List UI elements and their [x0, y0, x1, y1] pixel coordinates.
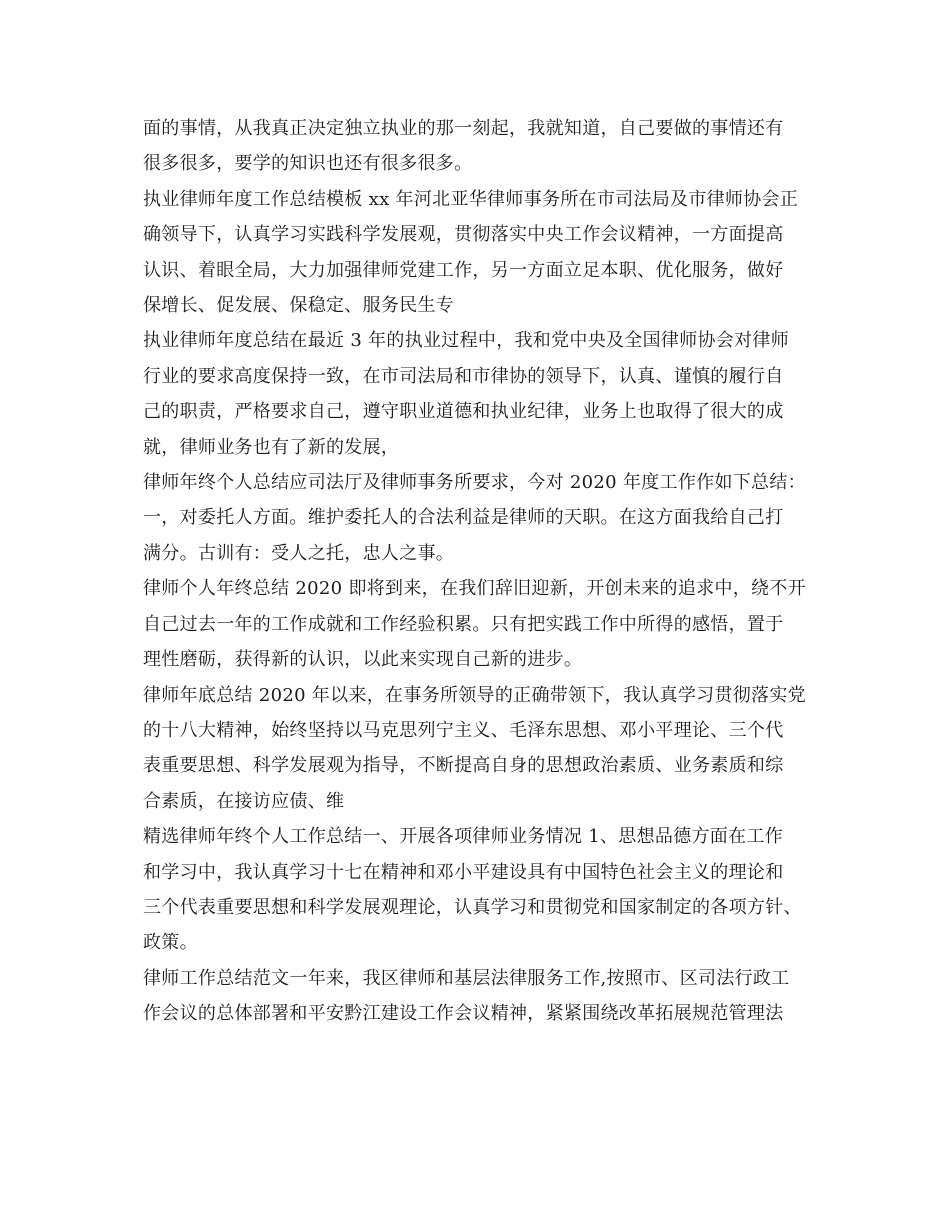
text-line: 律师年底总结 2020 年以来，在事务所领导的正确带领下，我认真学习贯彻落实党: [143, 684, 806, 706]
text-line: 就，律师业务也有了新的发展，: [143, 436, 400, 458]
text-line: 执业律师年度总结在最近 3 年的执业过程中，我和党中央及全国律师协会对律师: [143, 330, 789, 352]
text-line: 和学习中，我认真学习十七在精神和邓小平建设具有中国特色社会主义的理论和: [143, 861, 784, 883]
text-line: 行业的要求高度保持一致，在市司法局和市律协的领导下，认真、谨慎的履行自: [143, 365, 784, 387]
text-line: 一，对委托人方面。维护委托人的合法利益是律师的天职。在这方面我给自己打: [143, 507, 784, 529]
text-line: 确领导下，认真学习实践科学发展观，贯彻落实中央工作会议精神，一方面提高: [143, 224, 784, 246]
text-line: 保增长、促发展、保稳定、服务民生专: [143, 295, 455, 317]
text-line: 自己过去一年的工作成就和工作经验积累。只有把实践工作中所得的感悟，置于: [143, 613, 784, 635]
document-body: [143, 111, 811, 1032]
text-line: 理性磨砺，获得新的认识，以此来实现自己新的进步。: [143, 649, 583, 671]
text-line: 己的职责，严格要求自己，遵守职业道德和执业纪律，业务上也取得了很大的成: [143, 401, 784, 423]
text-line: 精选律师年终个人工作总结一、开展各项律师业务情况 1、思想品德方面在工作: [143, 826, 783, 848]
text-line: 的十八大精神，始终坚持以马克思列宁主义、毛泽东思想、邓小平理论、三个代: [143, 719, 784, 741]
text-line: 律师年终个人总结应司法厅及律师事务所要求，今对 2020 年度工作作如下总结：: [143, 472, 806, 494]
text-line: 执业律师年度工作总结模板 xx 年河北亚华律师事务所在市司法局及市律师协会正: [143, 188, 799, 210]
text-line: 作会议的总体部署和平安黔江建设工作会议精神，紧紧围绕改革拓展规范管理法: [143, 1003, 784, 1025]
text-line: 满分。古训有：受人之托，忠人之事。: [143, 542, 455, 564]
text-line: 合素质，在接访应债、维: [143, 790, 345, 812]
text-line: 三个代表重要思想和科学发展观理论，认真学习和贯彻党和国家制定的各项方针、: [143, 896, 802, 918]
text-line: 面的事情，从我真正决定独立执业的那一刻起，我就知道，自己要做的事情还有: [143, 118, 784, 139]
text-line: 表重要思想、科学发展观为指导，不断提高自身的思想政治素质、业务素质和综: [143, 755, 784, 777]
text-line: 很多很多，要学的知识也还有很多很多。: [143, 153, 473, 175]
text-line: 政策。: [143, 932, 198, 954]
text-line: 律师工作总结范文一年来，我区律师和基层法律服务工作,按照市、区司法行政工: [143, 967, 790, 989]
text-line: 认识、着眼全局，大力加强律师党建工作，另一方面立足本职、优化服务，做好: [143, 259, 784, 281]
text-line: 律师个人年终总结 2020 即将到来，在我们辞旧迎新，开创未来的追求中，绕不开: [143, 578, 806, 600]
